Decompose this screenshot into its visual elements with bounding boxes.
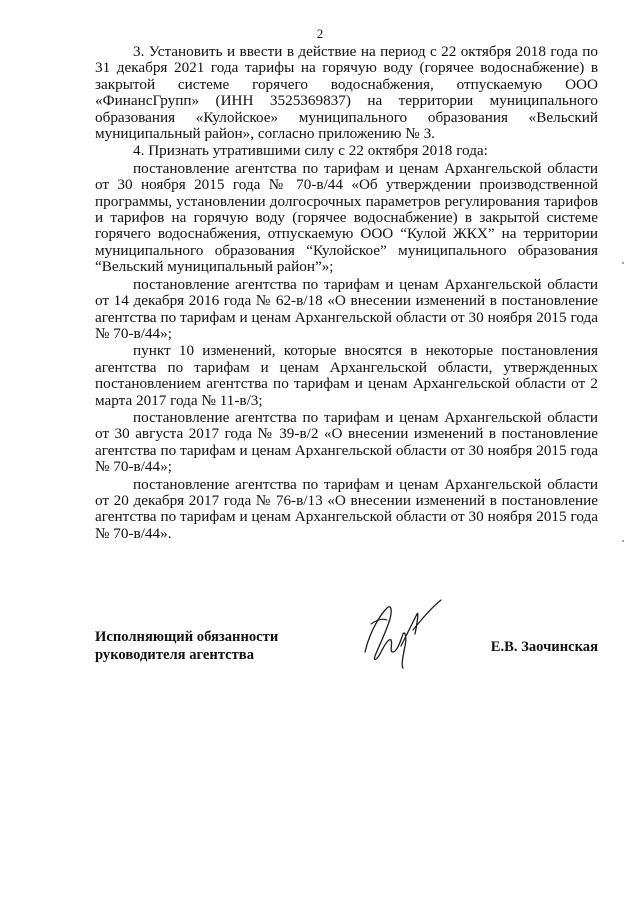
signer-position-line-1: Исполняющий обязанности — [95, 629, 279, 645]
repealed-act-2: постановление агентства по тарифам и ценам Архангельской области от 14 декабря 2016 года № 62-в/18 «О внесении изменений в постановление агентства по тарифам и ценам Архангельской области от 30 ноября 2015 года № 70-в/44»; — [95, 275, 598, 342]
signer-position — [95, 628, 278, 664]
paragraph-item-3: 3. Установить и ввести в действие на период с 22 октября 2018 года по 31 декабря 2021 года тарифы на горячую воду (горячее водоснабжение) в закрытой системе горячего водоснабжения, отпускаемую ООО «ФинансГрупп» (ИНН 3525369837) на территории муниципального образования «Кулойское» муниципального образования «Вельский муниципальный район», согласно приложению № 3. — [95, 43, 598, 143]
handwritten-signature — [357, 594, 447, 674]
repealed-act-1: постановление агентства по тарифам и ценам Архангельской области от 30 ноября 2015 года № 70-в/44 «Об утверждении производственной программы, установлении долгосрочных параметров регулирования тарифов и тарифов на горячую воду (горячее водоснабжение) в закрытой системе горячего водоснабжения, отпускаемую ООО “Кулой ЖКХ” на территории муниципального образования “Кулойское” муниципального образования “Вельский муниципальный район”»; — [95, 159, 598, 276]
repealed-act-5: постановление агентства по тарифам и ценам Архангельской области от 20 декабря 2017 года № 76-в/13 «О внесении изменений в постановление агентства по тарифам и ценам Архангельской области от 30 ноября 2015 года № 70-в/44». — [95, 475, 598, 542]
repealed-act-4: постановление агентства по тарифам и ценам Архангельской области от 30 августа 2017 года № 39-в/2 «О внесении изменений в постановление агентства по тарифам и ценам Архангельской области от 30 ноября 2015 года № 70-в/44»; — [95, 408, 598, 476]
repealed-act-3: пункт 10 изменений, которые вносятся в некоторые постановления агентства по тарифам и ценам Архангельской области, утвержденных постановлением агентства по тарифам и ценам Архангельской области от 2 марта 2017 года № 11-в/3; — [95, 342, 598, 409]
signer-position-line-2: руководителя агентства — [95, 647, 254, 663]
document-body — [95, 44, 598, 542]
page-number: 2 — [316, 26, 324, 41]
signer-name: Е.В. Заочинская — [490, 639, 598, 655]
scan-speck — [622, 262, 624, 264]
scan-speck — [622, 540, 624, 542]
signature-block — [95, 628, 598, 688]
paragraph-item-4: 4. Признать утратившими силу с 22 октября 2018 года: — [133, 142, 488, 160]
